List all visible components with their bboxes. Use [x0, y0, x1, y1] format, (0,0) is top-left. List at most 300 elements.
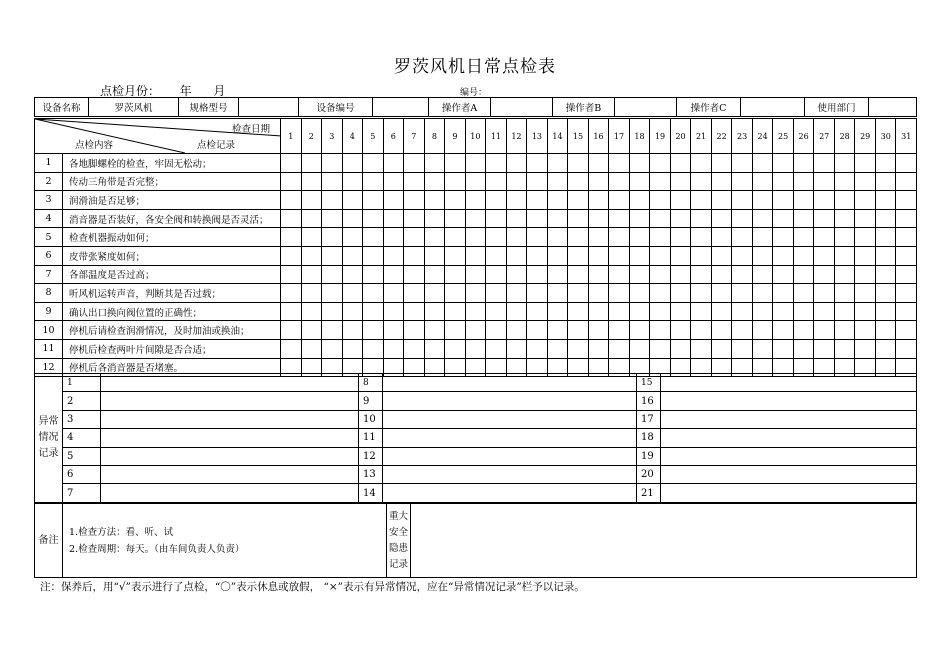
device-no-value[interactable]: [373, 98, 429, 117]
check-cell[interactable]: [793, 191, 814, 210]
check-cell[interactable]: [875, 228, 896, 247]
check-cell[interactable]: [424, 302, 445, 321]
check-cell[interactable]: [752, 265, 773, 284]
check-cell[interactable]: [342, 339, 363, 358]
check-cell[interactable]: [609, 172, 630, 191]
check-cell[interactable]: [650, 246, 671, 265]
check-cell[interactable]: [670, 339, 691, 358]
check-cell[interactable]: [486, 321, 507, 340]
check-cell[interactable]: [281, 191, 302, 210]
check-cell[interactable]: [855, 154, 876, 173]
check-cell[interactable]: [445, 265, 466, 284]
check-cell[interactable]: [465, 209, 486, 228]
check-cell[interactable]: [588, 209, 609, 228]
check-cell[interactable]: [465, 228, 486, 247]
check-cell[interactable]: [793, 284, 814, 303]
check-cell[interactable]: [855, 228, 876, 247]
check-cell[interactable]: [609, 339, 630, 358]
check-cell[interactable]: [506, 191, 527, 210]
check-cell[interactable]: [342, 321, 363, 340]
check-cell[interactable]: [650, 172, 671, 191]
check-cell[interactable]: [793, 246, 814, 265]
check-cell[interactable]: [773, 154, 794, 173]
check-cell[interactable]: [363, 321, 384, 340]
check-cell[interactable]: [322, 191, 343, 210]
check-cell[interactable]: [711, 265, 732, 284]
check-cell[interactable]: [547, 228, 568, 247]
check-cell[interactable]: [896, 302, 917, 321]
check-cell[interactable]: [855, 339, 876, 358]
check-cell[interactable]: [486, 302, 507, 321]
check-cell[interactable]: [527, 172, 548, 191]
check-cell[interactable]: [650, 321, 671, 340]
check-cell[interactable]: [383, 172, 404, 191]
check-cell[interactable]: [527, 265, 548, 284]
dept-value[interactable]: [869, 98, 917, 117]
check-cell[interactable]: [650, 265, 671, 284]
check-cell[interactable]: [814, 321, 835, 340]
check-cell[interactable]: [834, 284, 855, 303]
check-cell[interactable]: [711, 246, 732, 265]
check-cell[interactable]: [793, 302, 814, 321]
check-cell[interactable]: [732, 339, 753, 358]
check-cell[interactable]: [814, 265, 835, 284]
check-cell[interactable]: [752, 321, 773, 340]
check-cell[interactable]: [568, 172, 589, 191]
check-cell[interactable]: [896, 191, 917, 210]
check-cell[interactable]: [711, 191, 732, 210]
check-cell[interactable]: [486, 339, 507, 358]
check-cell[interactable]: [711, 302, 732, 321]
check-cell[interactable]: [855, 302, 876, 321]
check-cell[interactable]: [609, 246, 630, 265]
check-cell[interactable]: [506, 339, 527, 358]
check-cell[interactable]: [342, 154, 363, 173]
abnormal-entry[interactable]: [661, 429, 917, 447]
check-cell[interactable]: [424, 339, 445, 358]
check-cell[interactable]: [383, 339, 404, 358]
check-cell[interactable]: [732, 265, 753, 284]
check-cell[interactable]: [465, 172, 486, 191]
check-cell[interactable]: [711, 339, 732, 358]
check-cell[interactable]: [383, 321, 404, 340]
check-cell[interactable]: [650, 209, 671, 228]
check-cell[interactable]: [855, 172, 876, 191]
check-cell[interactable]: [793, 228, 814, 247]
check-cell[interactable]: [322, 302, 343, 321]
check-cell[interactable]: [527, 284, 548, 303]
check-cell[interactable]: [609, 154, 630, 173]
check-cell[interactable]: [732, 284, 753, 303]
check-cell[interactable]: [527, 228, 548, 247]
check-cell[interactable]: [342, 284, 363, 303]
check-cell[interactable]: [855, 284, 876, 303]
check-cell[interactable]: [486, 228, 507, 247]
check-cell[interactable]: [650, 284, 671, 303]
check-cell[interactable]: [363, 209, 384, 228]
check-cell[interactable]: [527, 246, 548, 265]
check-cell[interactable]: [773, 246, 794, 265]
check-cell[interactable]: [547, 154, 568, 173]
check-cell[interactable]: [281, 228, 302, 247]
check-cell[interactable]: [875, 302, 896, 321]
check-cell[interactable]: [896, 284, 917, 303]
check-cell[interactable]: [383, 154, 404, 173]
check-cell[interactable]: [691, 265, 712, 284]
check-cell[interactable]: [875, 154, 896, 173]
operator-a-value[interactable]: [491, 98, 553, 117]
check-cell[interactable]: [834, 321, 855, 340]
operator-b-value[interactable]: [615, 98, 677, 117]
check-cell[interactable]: [506, 209, 527, 228]
check-cell[interactable]: [322, 265, 343, 284]
check-cell[interactable]: [342, 172, 363, 191]
check-cell[interactable]: [875, 191, 896, 210]
abnormal-entry[interactable]: [661, 465, 917, 483]
check-cell[interactable]: [814, 191, 835, 210]
check-cell[interactable]: [609, 302, 630, 321]
check-cell[interactable]: [486, 284, 507, 303]
check-cell[interactable]: [732, 302, 753, 321]
check-cell[interactable]: [609, 284, 630, 303]
check-cell[interactable]: [424, 172, 445, 191]
check-cell[interactable]: [322, 339, 343, 358]
abnormal-entry[interactable]: [661, 447, 917, 465]
check-cell[interactable]: [834, 265, 855, 284]
check-cell[interactable]: [465, 321, 486, 340]
check-cell[interactable]: [465, 191, 486, 210]
check-cell[interactable]: [834, 339, 855, 358]
check-cell[interactable]: [691, 172, 712, 191]
check-cell[interactable]: [691, 154, 712, 173]
abnormal-entry[interactable]: [101, 465, 359, 483]
check-cell[interactable]: [281, 265, 302, 284]
check-cell[interactable]: [424, 284, 445, 303]
check-cell[interactable]: [691, 228, 712, 247]
check-cell[interactable]: [568, 339, 589, 358]
check-cell[interactable]: [855, 191, 876, 210]
check-cell[interactable]: [793, 265, 814, 284]
check-cell[interactable]: [506, 172, 527, 191]
check-cell[interactable]: [465, 339, 486, 358]
check-cell[interactable]: [875, 321, 896, 340]
check-cell[interactable]: [322, 246, 343, 265]
check-cell[interactable]: [506, 284, 527, 303]
check-cell[interactable]: [650, 191, 671, 210]
check-cell[interactable]: [322, 154, 343, 173]
check-cell[interactable]: [383, 209, 404, 228]
check-cell[interactable]: [301, 284, 322, 303]
check-cell[interactable]: [834, 302, 855, 321]
check-cell[interactable]: [547, 246, 568, 265]
check-cell[interactable]: [445, 154, 466, 173]
check-cell[interactable]: [383, 265, 404, 284]
check-cell[interactable]: [465, 154, 486, 173]
check-cell[interactable]: [752, 246, 773, 265]
check-cell[interactable]: [281, 302, 302, 321]
check-cell[interactable]: [875, 209, 896, 228]
check-cell[interactable]: [609, 321, 630, 340]
check-cell[interactable]: [424, 246, 445, 265]
check-cell[interactable]: [363, 339, 384, 358]
check-cell[interactable]: [486, 265, 507, 284]
check-cell[interactable]: [834, 154, 855, 173]
check-cell[interactable]: [568, 209, 589, 228]
check-cell[interactable]: [711, 172, 732, 191]
abnormal-entry[interactable]: [101, 410, 359, 428]
check-cell[interactable]: [301, 265, 322, 284]
abnormal-entry[interactable]: [383, 447, 637, 465]
check-cell[interactable]: [629, 339, 650, 358]
check-cell[interactable]: [629, 209, 650, 228]
check-cell[interactable]: [404, 246, 425, 265]
check-cell[interactable]: [322, 321, 343, 340]
check-cell[interactable]: [486, 209, 507, 228]
check-cell[interactable]: [547, 265, 568, 284]
check-cell[interactable]: [650, 302, 671, 321]
check-cell[interactable]: [383, 246, 404, 265]
check-cell[interactable]: [875, 246, 896, 265]
check-cell[interactable]: [404, 265, 425, 284]
check-cell[interactable]: [424, 265, 445, 284]
abnormal-entry[interactable]: [661, 374, 917, 392]
check-cell[interactable]: [465, 302, 486, 321]
check-cell[interactable]: [629, 154, 650, 173]
check-cell[interactable]: [629, 246, 650, 265]
check-cell[interactable]: [445, 209, 466, 228]
check-cell[interactable]: [650, 228, 671, 247]
check-cell[interactable]: [301, 321, 322, 340]
check-cell[interactable]: [322, 284, 343, 303]
check-cell[interactable]: [383, 191, 404, 210]
check-cell[interactable]: [609, 265, 630, 284]
check-cell[interactable]: [301, 172, 322, 191]
check-cell[interactable]: [732, 321, 753, 340]
check-cell[interactable]: [732, 172, 753, 191]
check-cell[interactable]: [404, 209, 425, 228]
check-cell[interactable]: [834, 246, 855, 265]
check-cell[interactable]: [752, 228, 773, 247]
check-cell[interactable]: [404, 191, 425, 210]
abnormal-entry[interactable]: [383, 392, 637, 410]
check-cell[interactable]: [445, 228, 466, 247]
check-cell[interactable]: [670, 321, 691, 340]
check-cell[interactable]: [609, 191, 630, 210]
check-cell[interactable]: [322, 209, 343, 228]
check-cell[interactable]: [424, 321, 445, 340]
check-cell[interactable]: [773, 228, 794, 247]
check-cell[interactable]: [322, 172, 343, 191]
check-cell[interactable]: [568, 228, 589, 247]
check-cell[interactable]: [793, 339, 814, 358]
check-cell[interactable]: [486, 172, 507, 191]
check-cell[interactable]: [506, 246, 527, 265]
check-cell[interactable]: [342, 265, 363, 284]
check-cell[interactable]: [629, 321, 650, 340]
check-cell[interactable]: [527, 191, 548, 210]
check-cell[interactable]: [506, 154, 527, 173]
check-cell[interactable]: [752, 191, 773, 210]
check-cell[interactable]: [363, 302, 384, 321]
check-cell[interactable]: [301, 339, 322, 358]
check-cell[interactable]: [568, 302, 589, 321]
check-cell[interactable]: [773, 339, 794, 358]
check-cell[interactable]: [506, 228, 527, 247]
check-cell[interactable]: [424, 154, 445, 173]
check-cell[interactable]: [834, 172, 855, 191]
check-cell[interactable]: [711, 284, 732, 303]
check-cell[interactable]: [691, 284, 712, 303]
check-cell[interactable]: [752, 302, 773, 321]
check-cell[interactable]: [670, 302, 691, 321]
abnormal-entry[interactable]: [661, 484, 917, 502]
check-cell[interactable]: [281, 209, 302, 228]
check-cell[interactable]: [445, 246, 466, 265]
check-cell[interactable]: [629, 284, 650, 303]
check-cell[interactable]: [486, 191, 507, 210]
check-cell[interactable]: [711, 154, 732, 173]
check-cell[interactable]: [527, 154, 548, 173]
check-cell[interactable]: [629, 228, 650, 247]
check-cell[interactable]: [404, 228, 425, 247]
abnormal-entry[interactable]: [383, 374, 637, 392]
check-cell[interactable]: [650, 339, 671, 358]
check-cell[interactable]: [670, 191, 691, 210]
check-cell[interactable]: [896, 339, 917, 358]
check-cell[interactable]: [404, 339, 425, 358]
check-cell[interactable]: [465, 265, 486, 284]
check-cell[interactable]: [588, 154, 609, 173]
check-cell[interactable]: [363, 172, 384, 191]
check-cell[interactable]: [752, 154, 773, 173]
abnormal-entry[interactable]: [101, 374, 359, 392]
check-cell[interactable]: [547, 339, 568, 358]
check-cell[interactable]: [281, 154, 302, 173]
check-cell[interactable]: [752, 339, 773, 358]
check-cell[interactable]: [568, 265, 589, 284]
major-hazard-value[interactable]: [411, 504, 917, 578]
abnormal-entry[interactable]: [661, 392, 917, 410]
check-cell[interactable]: [568, 154, 589, 173]
spec-value[interactable]: [239, 98, 299, 117]
check-cell[interactable]: [793, 172, 814, 191]
check-cell[interactable]: [383, 302, 404, 321]
check-cell[interactable]: [301, 154, 322, 173]
check-cell[interactable]: [814, 209, 835, 228]
check-cell[interactable]: [670, 154, 691, 173]
check-cell[interactable]: [793, 154, 814, 173]
check-cell[interactable]: [424, 191, 445, 210]
check-cell[interactable]: [301, 191, 322, 210]
check-cell[interactable]: [691, 246, 712, 265]
check-cell[interactable]: [445, 191, 466, 210]
check-cell[interactable]: [363, 228, 384, 247]
check-cell[interactable]: [342, 228, 363, 247]
check-cell[interactable]: [814, 154, 835, 173]
check-cell[interactable]: [773, 284, 794, 303]
check-cell[interactable]: [568, 321, 589, 340]
check-cell[interactable]: [732, 191, 753, 210]
check-cell[interactable]: [342, 191, 363, 210]
check-cell[interactable]: [629, 172, 650, 191]
check-cell[interactable]: [855, 209, 876, 228]
check-cell[interactable]: [301, 302, 322, 321]
check-cell[interactable]: [363, 154, 384, 173]
check-cell[interactable]: [773, 172, 794, 191]
check-cell[interactable]: [588, 302, 609, 321]
check-cell[interactable]: [670, 172, 691, 191]
check-cell[interactable]: [404, 302, 425, 321]
check-cell[interactable]: [527, 209, 548, 228]
check-cell[interactable]: [547, 191, 568, 210]
check-cell[interactable]: [773, 321, 794, 340]
check-cell[interactable]: [363, 191, 384, 210]
check-cell[interactable]: [814, 228, 835, 247]
check-cell[interactable]: [363, 265, 384, 284]
check-cell[interactable]: [855, 265, 876, 284]
check-cell[interactable]: [547, 172, 568, 191]
check-cell[interactable]: [424, 209, 445, 228]
operator-c-value[interactable]: [741, 98, 805, 117]
check-cell[interactable]: [875, 284, 896, 303]
check-cell[interactable]: [814, 284, 835, 303]
check-cell[interactable]: [896, 209, 917, 228]
check-cell[interactable]: [445, 284, 466, 303]
check-cell[interactable]: [588, 191, 609, 210]
check-cell[interactable]: [691, 209, 712, 228]
check-cell[interactable]: [670, 265, 691, 284]
check-cell[interactable]: [814, 246, 835, 265]
check-cell[interactable]: [711, 321, 732, 340]
abnormal-entry[interactable]: [101, 447, 359, 465]
check-cell[interactable]: [568, 284, 589, 303]
check-cell[interactable]: [404, 172, 425, 191]
check-cell[interactable]: [773, 302, 794, 321]
check-cell[interactable]: [568, 246, 589, 265]
check-cell[interactable]: [609, 228, 630, 247]
check-cell[interactable]: [691, 302, 712, 321]
check-cell[interactable]: [670, 209, 691, 228]
check-cell[interactable]: [383, 284, 404, 303]
check-cell[interactable]: [650, 154, 671, 173]
check-cell[interactable]: [834, 191, 855, 210]
check-cell[interactable]: [445, 339, 466, 358]
check-cell[interactable]: [547, 321, 568, 340]
abnormal-entry[interactable]: [383, 429, 637, 447]
check-cell[interactable]: [588, 228, 609, 247]
abnormal-entry[interactable]: [383, 484, 637, 502]
check-cell[interactable]: [834, 209, 855, 228]
check-cell[interactable]: [732, 246, 753, 265]
check-cell[interactable]: [875, 265, 896, 284]
check-cell[interactable]: [670, 246, 691, 265]
check-cell[interactable]: [773, 191, 794, 210]
check-cell[interactable]: [547, 284, 568, 303]
abnormal-entry[interactable]: [383, 410, 637, 428]
check-cell[interactable]: [301, 246, 322, 265]
check-cell[interactable]: [465, 246, 486, 265]
check-cell[interactable]: [281, 284, 302, 303]
check-cell[interactable]: [506, 302, 527, 321]
check-cell[interactable]: [814, 302, 835, 321]
check-cell[interactable]: [609, 209, 630, 228]
check-cell[interactable]: [506, 321, 527, 340]
check-cell[interactable]: [404, 154, 425, 173]
check-cell[interactable]: [814, 339, 835, 358]
check-cell[interactable]: [875, 339, 896, 358]
check-cell[interactable]: [588, 321, 609, 340]
check-cell[interactable]: [424, 228, 445, 247]
